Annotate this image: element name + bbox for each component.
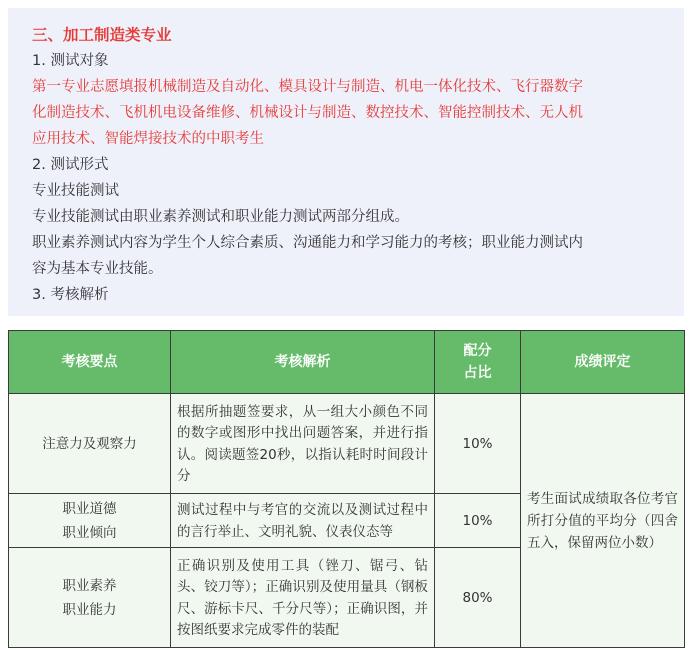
header-ratio [435, 331, 521, 394]
header-ratio-line2: 占比 [463, 365, 492, 381]
row-point-line: 注意力及观察力 [42, 435, 137, 452]
item2-title: 2. 测试形式 [32, 157, 109, 173]
row-point [9, 494, 171, 548]
row-point [9, 394, 171, 494]
table-header-row [9, 331, 685, 394]
row-analysis: 根据所抽题签要求，从一组大小颜色不同的数字或图形中找出问题答案，并进行指认。阅读题签20秒，以指认耗时时间段计分 [171, 394, 435, 494]
row-point-line: 职业道德 [62, 500, 117, 517]
item3-title: 3. 考核解析 [32, 287, 109, 303]
content-line-2: 容为基本专业技能。 [32, 261, 163, 277]
row-point-line: 职业素养 [62, 577, 117, 594]
table-row [9, 394, 685, 494]
row-ratio: 10% [435, 394, 521, 494]
grading-cell: 考生面试成绩取各位考官所打分值的平均分（四舍五入，保留两位小数） [521, 394, 685, 648]
header-ratio-line1: 配分 [463, 343, 492, 359]
row-ratio: 10% [435, 494, 521, 548]
exam-info-panel [8, 8, 684, 316]
header-analysis: 考核解析 [171, 331, 435, 394]
header-points: 考核要点 [9, 331, 171, 394]
target-line-3: 应用技术、智能焊接技术的中职考生 [32, 131, 264, 147]
form-name: 专业技能测试 [32, 183, 119, 199]
row-ratio: 80% [435, 548, 521, 648]
header-grading: 成绩评定 [521, 331, 685, 394]
row-analysis: 测试过程中与考官的交流以及测试过程中的言行举止、文明礼貌、仪表仪态等 [171, 494, 435, 548]
assessment-table [8, 330, 685, 648]
row-analysis: 正确识别及使用工具（锉刀、锯弓、钻头、铰刀等）；正确识别及使用量具（钢板尺、游标卡尺、千分尺等）；正确识图，并按图纸要求完成零件的装配 [171, 548, 435, 648]
row-point-line: 职业倾向 [62, 524, 117, 541]
item1-title: 1. 测试对象 [32, 53, 109, 69]
row-point-line: 职业能力 [62, 601, 117, 618]
row-point [9, 548, 171, 648]
target-line-2: 化制造技术、飞机机电设备维修、机械设计与制造、数控技术、智能控制技术、无人机 [32, 105, 583, 121]
form-desc: 专业技能测试由职业素养测试和职业能力测试两部分组成。 [32, 209, 409, 225]
content-line-1: 职业素养测试内容为学生个人综合素质、沟通能力和学习能力的考核；职业能力测试内 [32, 235, 583, 251]
section-heading: 三、加工制造类专业 [32, 26, 172, 44]
target-line-1: 第一专业志愿填报机械制造及自动化、模具设计与制造、机电一体化技术、飞行器数字 [32, 79, 583, 95]
